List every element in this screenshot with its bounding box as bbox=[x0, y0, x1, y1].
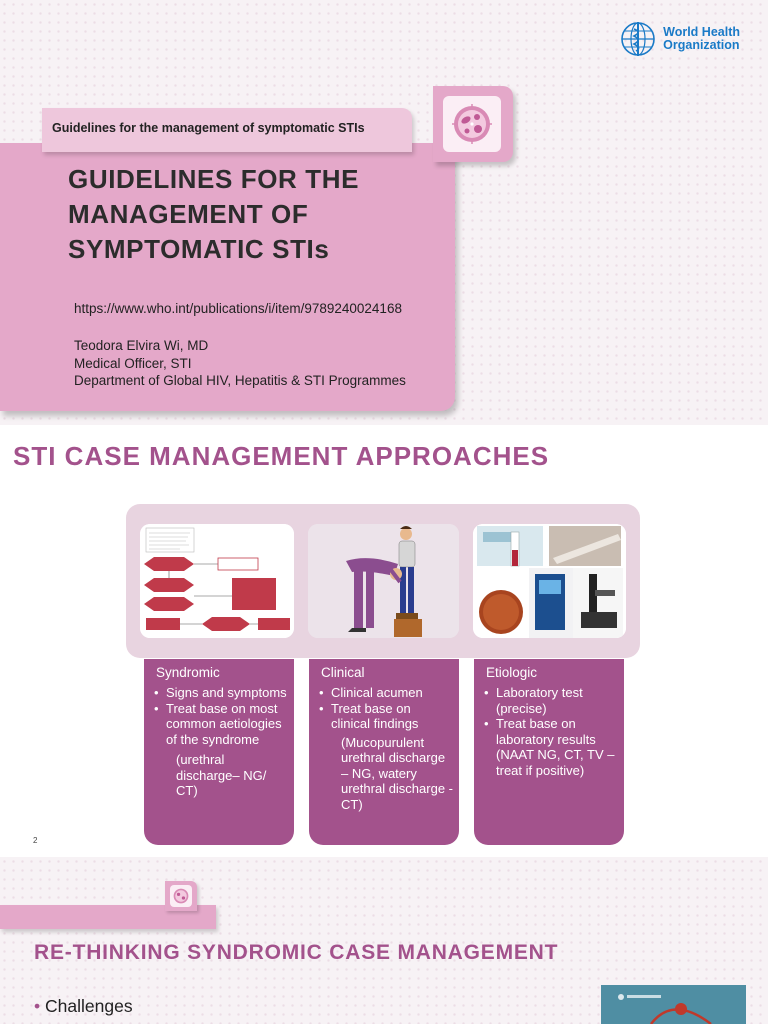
slide-title: RE-THINKING SYNDROMIC CASE MANAGEMENT bbox=[34, 941, 559, 964]
author-block bbox=[74, 337, 406, 390]
card-bullet: • Treat base on laboratory results (NAAT NG, CT, TV – treat if positive) bbox=[484, 716, 618, 778]
document-cover-thumbnail bbox=[601, 985, 746, 1024]
card-note: (urethral discharge– NG/ CT) bbox=[176, 752, 267, 798]
microbe-icon bbox=[172, 887, 190, 905]
card-clinical bbox=[309, 659, 459, 845]
subtitle-tab-label: Guidelines for the management of symptomatic STIs bbox=[52, 121, 365, 135]
card-heading: Etiologic bbox=[486, 665, 538, 680]
bullet-text: Challenges bbox=[45, 996, 133, 1016]
slide-title: GUIDELINES FOR THE MANAGEMENT OF SYMPTOMATIC STIs bbox=[68, 164, 360, 264]
who-logo-line2: Organization bbox=[663, 38, 740, 52]
microbe-icon bbox=[450, 102, 494, 146]
microbe-icon-box bbox=[443, 96, 501, 152]
bullet-item bbox=[34, 996, 133, 1017]
who-logo bbox=[618, 20, 740, 58]
card-syndromic bbox=[144, 659, 294, 845]
card-bullet: • Clinical acumen bbox=[319, 685, 453, 701]
clinical-exam-illustration bbox=[308, 524, 459, 638]
flowchart-thumbnail bbox=[140, 524, 294, 638]
page-number: 2 bbox=[33, 836, 38, 845]
card-bullet: • Laboratory test (precise) bbox=[484, 685, 618, 716]
title-slide bbox=[0, 0, 768, 425]
author-role: Medical Officer, STI bbox=[74, 355, 192, 371]
card-heading: Syndromic bbox=[156, 665, 220, 680]
card-bullet: • Signs and symptoms bbox=[154, 685, 288, 701]
who-emblem-icon bbox=[618, 20, 658, 58]
who-logo-line1: World Health bbox=[663, 25, 740, 39]
author-name: Teodora Elvira Wi, MD bbox=[74, 338, 209, 353]
laboratory-collage bbox=[473, 524, 626, 638]
publication-link[interactable]: https://www.who.int/publications/i/item/9789240024168 bbox=[74, 301, 402, 316]
author-department: Department of Global HIV, Hepatitis & STI Programmes bbox=[74, 373, 406, 388]
card-heading: Clinical bbox=[321, 665, 365, 680]
card-bullet: • Treat base on most common aetiologies of the syndrome bbox=[154, 701, 288, 748]
slide-title: STI CASE MANAGEMENT APPROACHES bbox=[13, 441, 550, 471]
card-etiologic bbox=[474, 659, 624, 845]
card-bullet: • Treat base on clinical findings bbox=[319, 701, 453, 732]
card-note: (Mucopurulent urethral discharge – NG, watery urethral discharge - CT) bbox=[341, 734, 453, 812]
approaches-slide bbox=[0, 425, 768, 857]
rethinking-slide bbox=[0, 857, 768, 1024]
microbe-icon-box bbox=[170, 885, 192, 907]
bullet-icon: • bbox=[34, 996, 41, 1016]
